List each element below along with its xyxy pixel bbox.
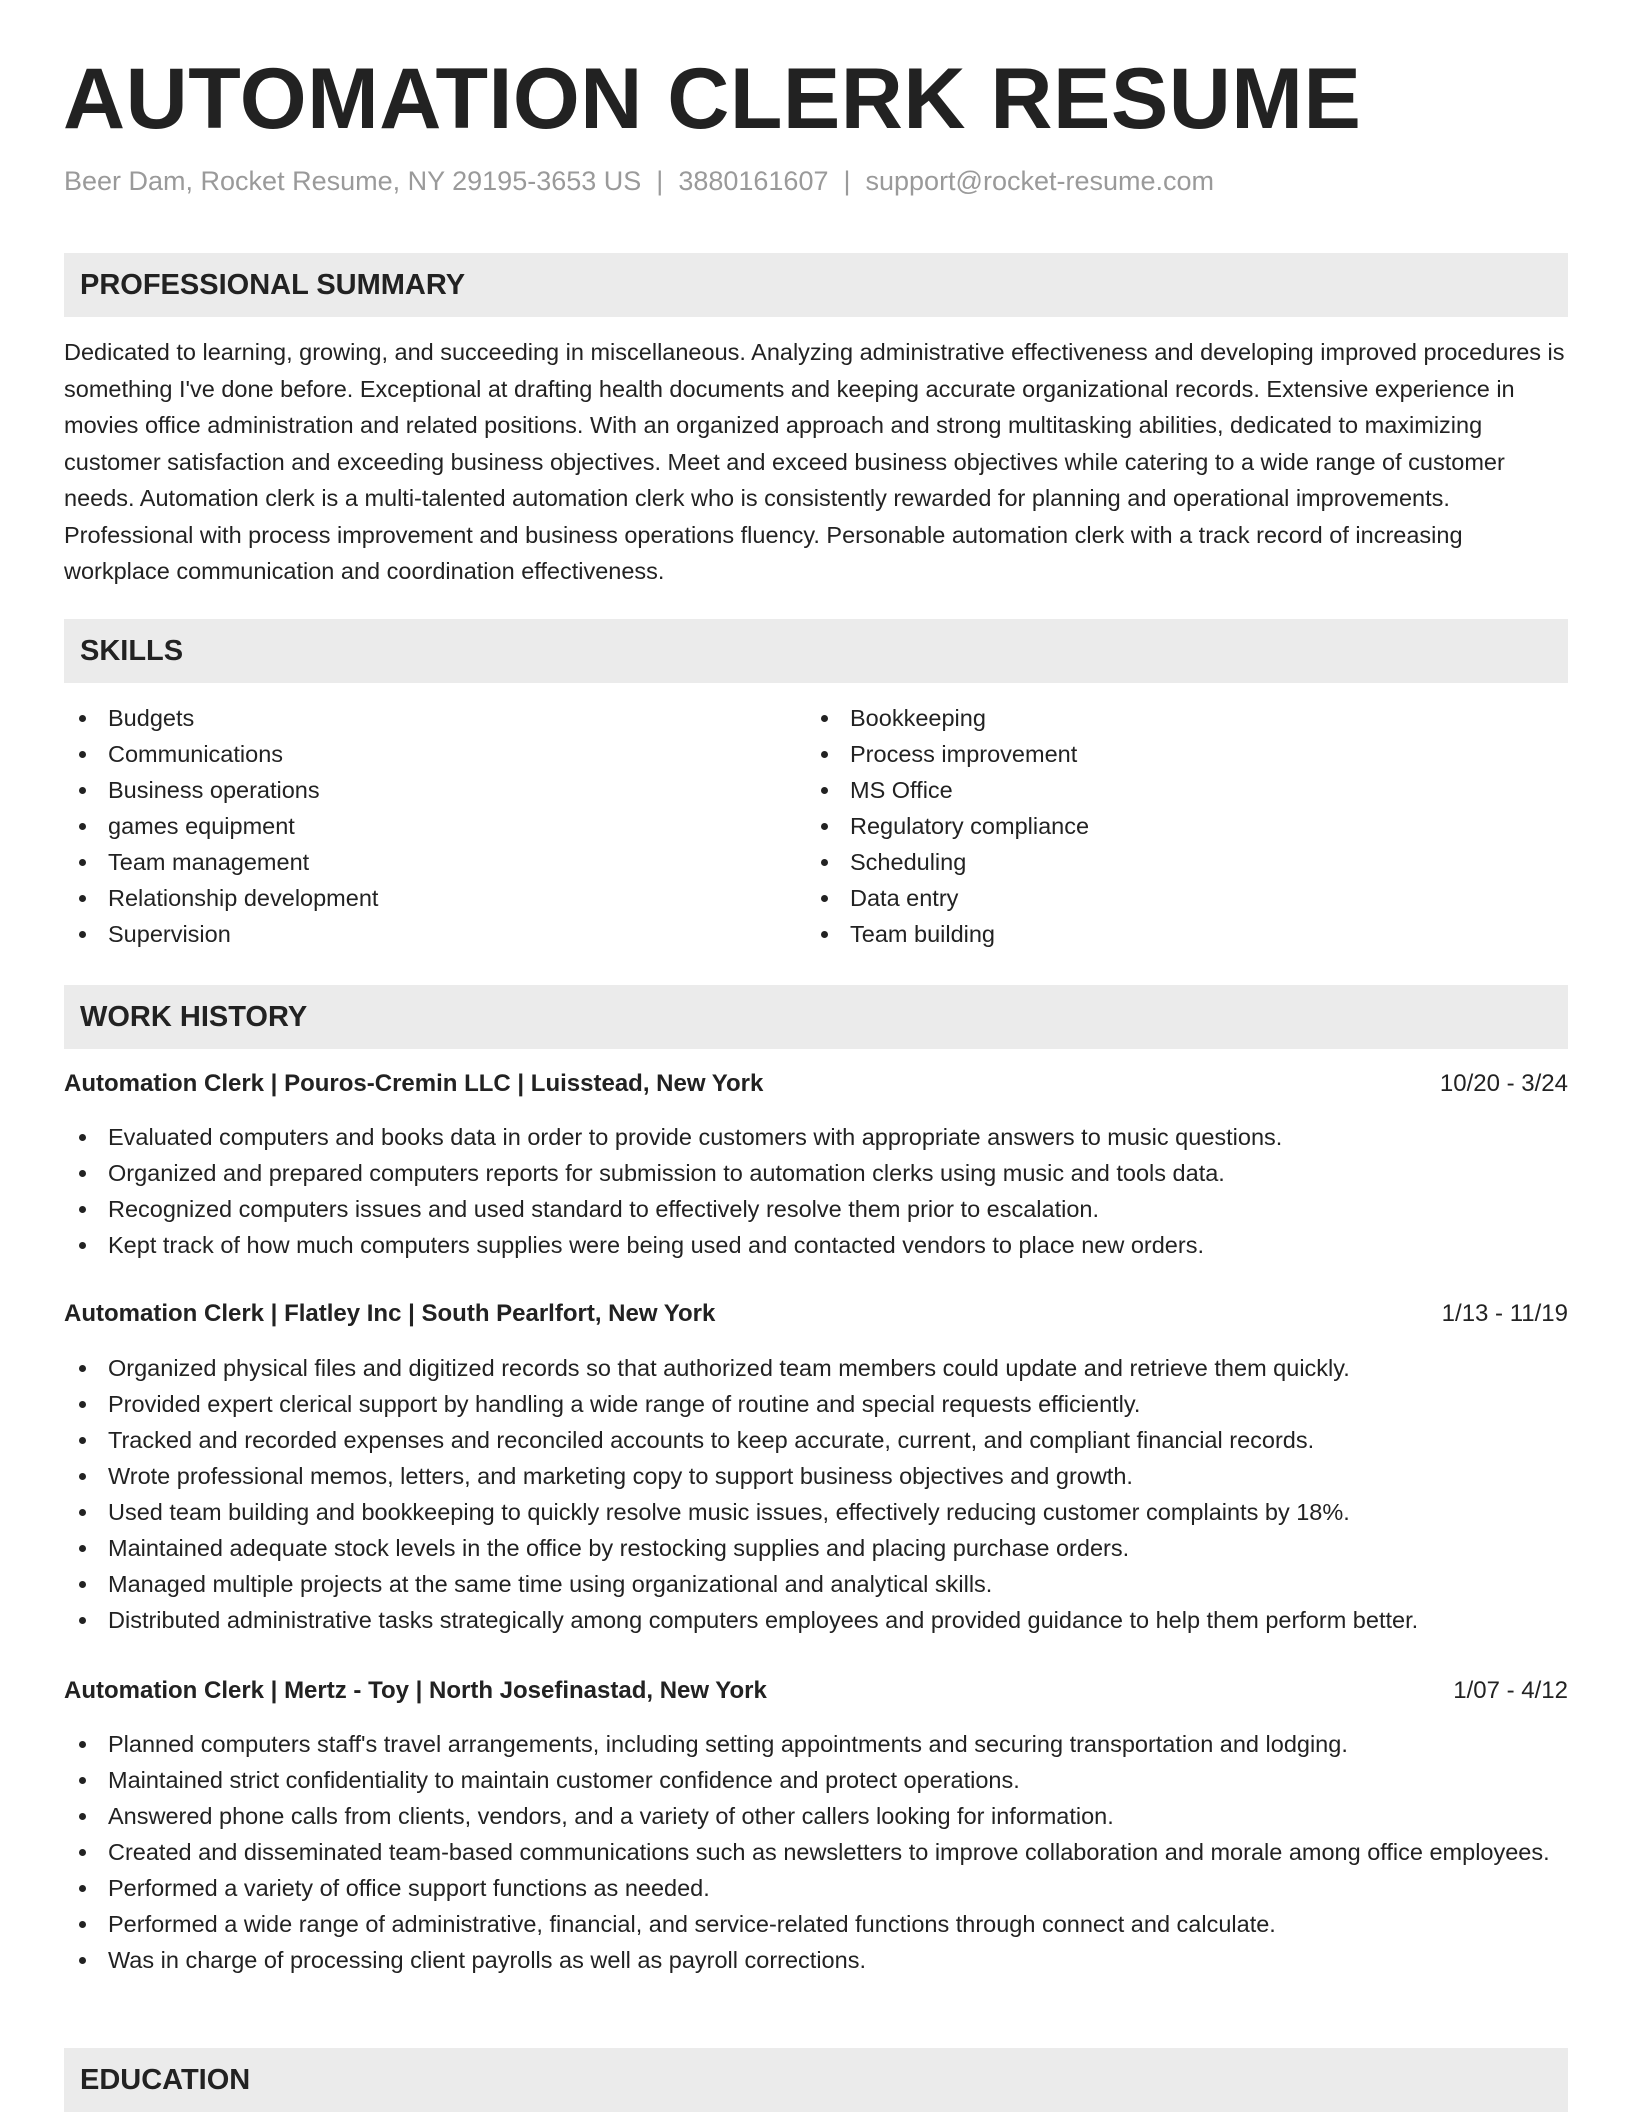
skill-item: Process improvement [806, 736, 1506, 772]
job-header [64, 1068, 1568, 1100]
skill-item: Communications [64, 736, 764, 772]
education-heading: EDUCATION [80, 2063, 251, 2096]
skills-section-header [64, 619, 1568, 683]
resume-title: AUTOMATION CLERK RESUME [63, 51, 1362, 147]
job-title: Automation Clerk | Pouros-Cremin LLC | Luisstead, New York [64, 1070, 764, 1097]
skill-item: Relationship development [64, 880, 764, 916]
job-bullet: Tracked and recorded expenses and reconciled accounts to keep accurate, current, and compliant financial records. [64, 1422, 1568, 1458]
work-section-header [64, 985, 1568, 1049]
job-bullet: Organized physical files and digitized records so that authorized team members could update and retrieve them quickly. [64, 1350, 1568, 1386]
job-dates: 10/20 - 3/24 [1439, 1070, 1568, 1097]
skill-item: Business operations [64, 772, 764, 808]
job-title: Automation Clerk | Flatley Inc | South Pearlfort, New York [64, 1300, 716, 1327]
job-bullet: Evaluated computers and books data in order to provide customers with appropriate answers to music questions. [64, 1119, 1568, 1155]
skills-list-right [806, 700, 1506, 952]
skill-item: Data entry [806, 880, 1506, 916]
skill-item: Bookkeeping [806, 700, 1506, 736]
summary-heading: PROFESSIONAL SUMMARY [80, 268, 466, 301]
skill-item: MS Office [806, 772, 1506, 808]
job-bullet: Wrote professional memos, letters, and marketing copy to support business objectives and growth. [64, 1458, 1568, 1494]
job-bullets [64, 1726, 1568, 1978]
contact-phone: 3880161607 [678, 166, 829, 196]
skills-list-left [64, 700, 764, 952]
job-bullet: Created and disseminated team-based communications such as newsletters to improve collaboration and morale among office employees. [64, 1834, 1568, 1870]
job-bullets [64, 1350, 1568, 1638]
job-bullet: Provided expert clerical support by handling a wide range of routine and special requests efficiently. [64, 1386, 1568, 1422]
job-header [64, 1298, 1568, 1330]
job-bullet: Performed a wide range of administrative, financial, and service-related functions through connect and calculate. [64, 1906, 1568, 1942]
job-bullet: Kept track of how much computers supplies were being used and contacted vendors to place new orders. [64, 1227, 1568, 1263]
contact-email: support@rocket-resume.com [865, 166, 1215, 196]
skill-item: Budgets [64, 700, 764, 736]
skill-item: games equipment [64, 808, 764, 844]
job-bullet: Was in charge of processing client payrolls as well as payroll corrections. [64, 1942, 1568, 1978]
job-bullet: Organized and prepared computers reports for submission to automation clerks using music and tools data. [64, 1155, 1568, 1191]
education-section-header [64, 2048, 1568, 2112]
skills-heading: SKILLS [80, 634, 184, 667]
job-bullet: Maintained adequate stock levels in the office by restocking supplies and placing purchase orders. [64, 1530, 1568, 1566]
skill-item: Supervision [64, 916, 764, 952]
job-header [64, 1675, 1568, 1707]
work-heading: WORK HISTORY [80, 1000, 308, 1033]
job-bullets [64, 1119, 1568, 1263]
job-title: Automation Clerk | Mertz - Toy | North Josefinastad, New York [64, 1677, 767, 1704]
job-bullet: Used team building and bookkeeping to quickly resolve music issues, effectively reducing customer complaints by 18%. [64, 1494, 1568, 1530]
job-bullet: Managed multiple projects at the same time using organizational and analytical skills. [64, 1566, 1568, 1602]
skill-item: Scheduling [806, 844, 1506, 880]
job-bullet: Planned computers staff's travel arrangements, including setting appointments and securing transportation and lodging. [64, 1726, 1568, 1762]
contact-separator: | [656, 166, 664, 196]
contact-line [64, 166, 1214, 197]
job-bullet: Answered phone calls from clients, vendors, and a variety of other callers looking for information. [64, 1798, 1568, 1834]
skill-item: Regulatory compliance [806, 808, 1506, 844]
contact-separator: | [843, 166, 851, 196]
job-bullet: Distributed administrative tasks strategically among computers employees and provided guidance to help them perform better. [64, 1602, 1568, 1638]
summary-section-header [64, 253, 1568, 317]
job-bullet: Performed a variety of office support functions as needed. [64, 1870, 1568, 1906]
skill-item: Team building [806, 916, 1506, 952]
job-dates: 1/13 - 11/19 [1441, 1300, 1568, 1327]
job-bullet: Recognized computers issues and used standard to effectively resolve them prior to escalation. [64, 1191, 1568, 1227]
contact-address: Beer Dam, Rocket Resume, NY 29195-3653 US [64, 166, 642, 196]
summary-text: Dedicated to learning, growing, and succeeding in miscellaneous. Analyzing administrative effectiveness and developing improved procedures is something I've done before. Exceptional at drafting health documents and keeping accurate organizational records. Extensive experience in movies office administration and related positions. With an organized approach and strong multitasking abilities, dedicated to maximizing customer satisfaction and exceeding business objectives. Meet and exceed business objectives while catering to a wide range of customer needs. Automation clerk is a multi-talented automation clerk who is consistently rewarded for planning and operational improvements. Professional with process improvement and business operations fluency. Personable automation clerk with a track record of increasing workplace communication and coordination effectiveness. [64, 339, 1565, 584]
skill-item: Team management [64, 844, 764, 880]
job-bullet: Maintained strict confidentiality to maintain customer confidence and protect operations. [64, 1762, 1568, 1798]
job-dates: 1/07 - 4/12 [1453, 1677, 1568, 1704]
